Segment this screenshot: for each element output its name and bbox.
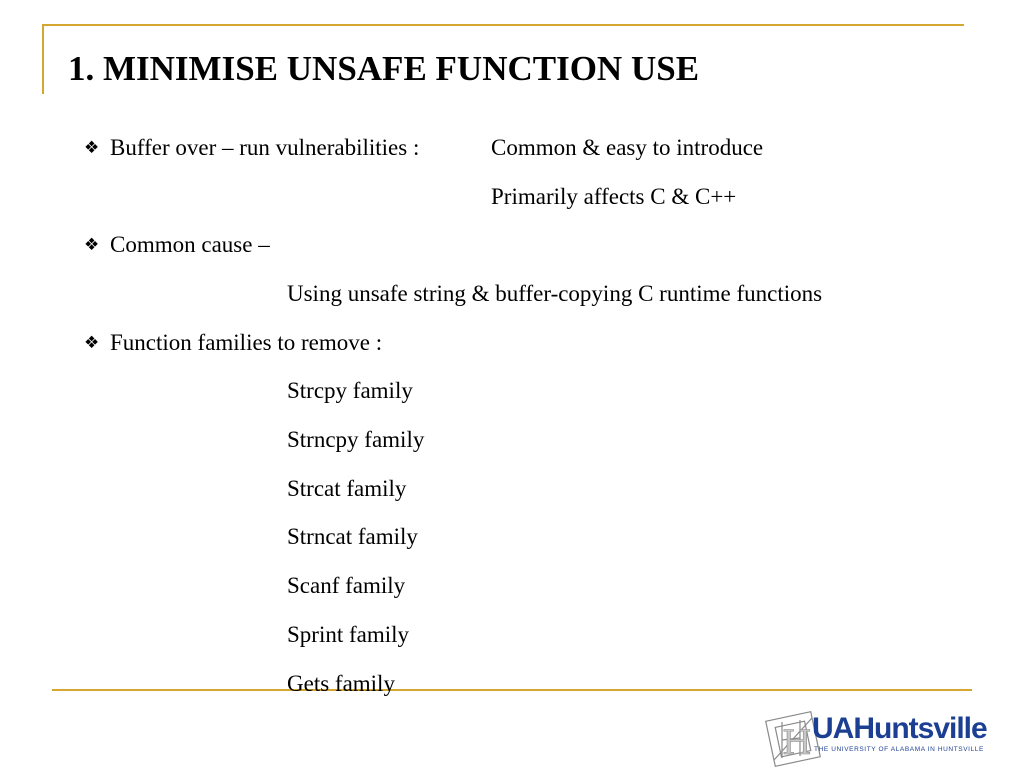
bullet-label: Function families to remove : xyxy=(110,330,383,355)
diamond-bullet-icon: ❖ xyxy=(84,333,100,353)
uah-logo xyxy=(764,708,1016,764)
svg-text:H: H xyxy=(782,723,812,763)
function-family-item: Strcpy family xyxy=(287,378,413,403)
function-family-item: Scanf family xyxy=(287,573,406,598)
bullet-detail: Primarily affects C & C++ xyxy=(491,184,737,209)
function-family-item: Gets family xyxy=(287,671,395,696)
bullet-label: Buffer over – run vulnerabilities : xyxy=(110,135,420,160)
slide-title: 1. MINIMISE UNSAFE FUNCTION USE xyxy=(68,49,700,88)
function-family-item: Strncpy family xyxy=(287,427,425,452)
bottom-rule xyxy=(52,689,972,691)
bullet-detail: Using unsafe string & buffer-copying C runtime functions xyxy=(287,281,823,306)
bullet-common-cause xyxy=(84,231,270,259)
function-family-item: Sprint family xyxy=(287,622,410,647)
diamond-bullet-icon: ❖ xyxy=(84,235,100,255)
logo-wordmark: UAHuntsville xyxy=(812,712,987,745)
logo-tagline: THE UNIVERSITY OF ALABAMA IN HUNTSVILLE xyxy=(814,746,984,753)
function-family-item: Strncat family xyxy=(287,524,418,549)
bullet-detail: Common & easy to introduce xyxy=(491,135,764,160)
diamond-bullet-icon: ❖ xyxy=(84,138,100,158)
top-rule xyxy=(42,24,964,26)
bullet-function-families xyxy=(84,329,382,357)
bullet-buffer-overrun xyxy=(84,134,419,162)
left-rule xyxy=(42,24,44,94)
bullet-label: Common cause – xyxy=(110,232,270,257)
function-family-item: Strcat family xyxy=(287,476,407,501)
